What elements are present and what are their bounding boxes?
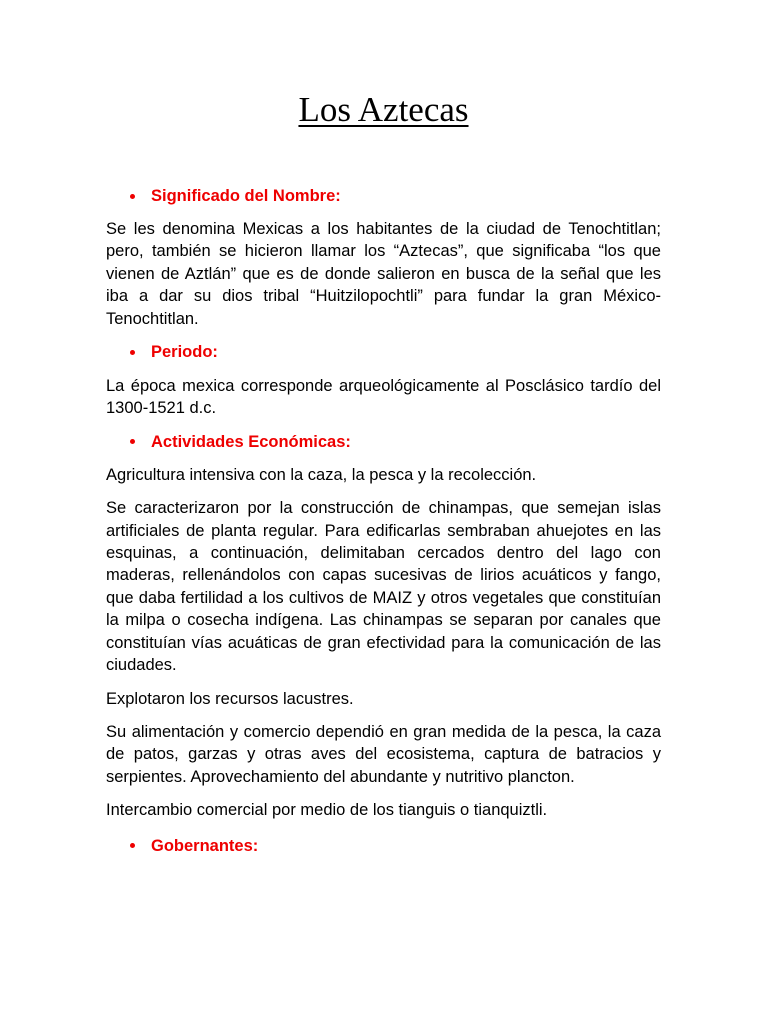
paragraph: Intercambio comercial por medio de los tianguis o tianquiztli. (106, 801, 548, 820)
title-text: Los Aztecas (298, 90, 469, 129)
heading-text: Periodo: (151, 343, 218, 362)
paragraph: Su alimentación y comercio dependió en gran medida de la pesca, la caza de patos, garzas y otras aves del ecosistema, captura de batracios y serpientes. Aprovechamiento del abundante y nutritivo plancton. (106, 722, 661, 786)
document-page (106, 0, 661, 857)
paragraph: La época mexica corresponde arqueológicamente al Posclásico tardío del 1300-1521 d.c. (106, 377, 661, 418)
paragraph: Se caracterizaron por la construcción de chinampas, que semejan islas artificiales de planta regular. Para edificarlas sembraban ahuejotes en las esquinas, a continuación, delimitaban cercados dentro del lago con maderas, rellenándolos con capas sucesivas de lirios acuáticos y fango, que daba fertilidad a los cultivos de MAIZ y otros vegetales que constituían la milpa o cosecha indígena. Las chinampas se separan por canales que constituían vías acuáticas de gran efectividad para la comunicación de las ciudades. (106, 499, 661, 675)
heading-text: Actividades Económicas: (151, 432, 351, 451)
document-title (106, 88, 661, 132)
section-heading-actividades (130, 431, 661, 453)
bullet-icon (130, 439, 135, 444)
bullet-icon (130, 350, 135, 355)
bullet-icon (130, 843, 135, 848)
heading-text: Gobernantes: (151, 836, 259, 855)
paragraph: Explotaron los recursos lacustres. (106, 689, 354, 708)
heading-text: Significado del Nombre: (151, 187, 341, 205)
section-heading-gobernantes (130, 835, 661, 857)
section-heading-significado (130, 185, 661, 207)
paragraph: Agricultura intensiva con la caza, la pesca y la recolección. (106, 465, 537, 484)
section-heading-periodo (130, 341, 661, 363)
bullet-icon (130, 194, 135, 199)
paragraph: Se les denomina Mexicas a los habitantes de la ciudad de Tenochtitlan; pero, también se hicieron llamar los “Aztecas”, que significaba “los que vienen de Aztlán” que es de donde salieron en busca de la señal que les iba a dar su dios tribal “Huitzilopochtli” para fundar la gran México-Tenochtitlan. (106, 220, 661, 328)
